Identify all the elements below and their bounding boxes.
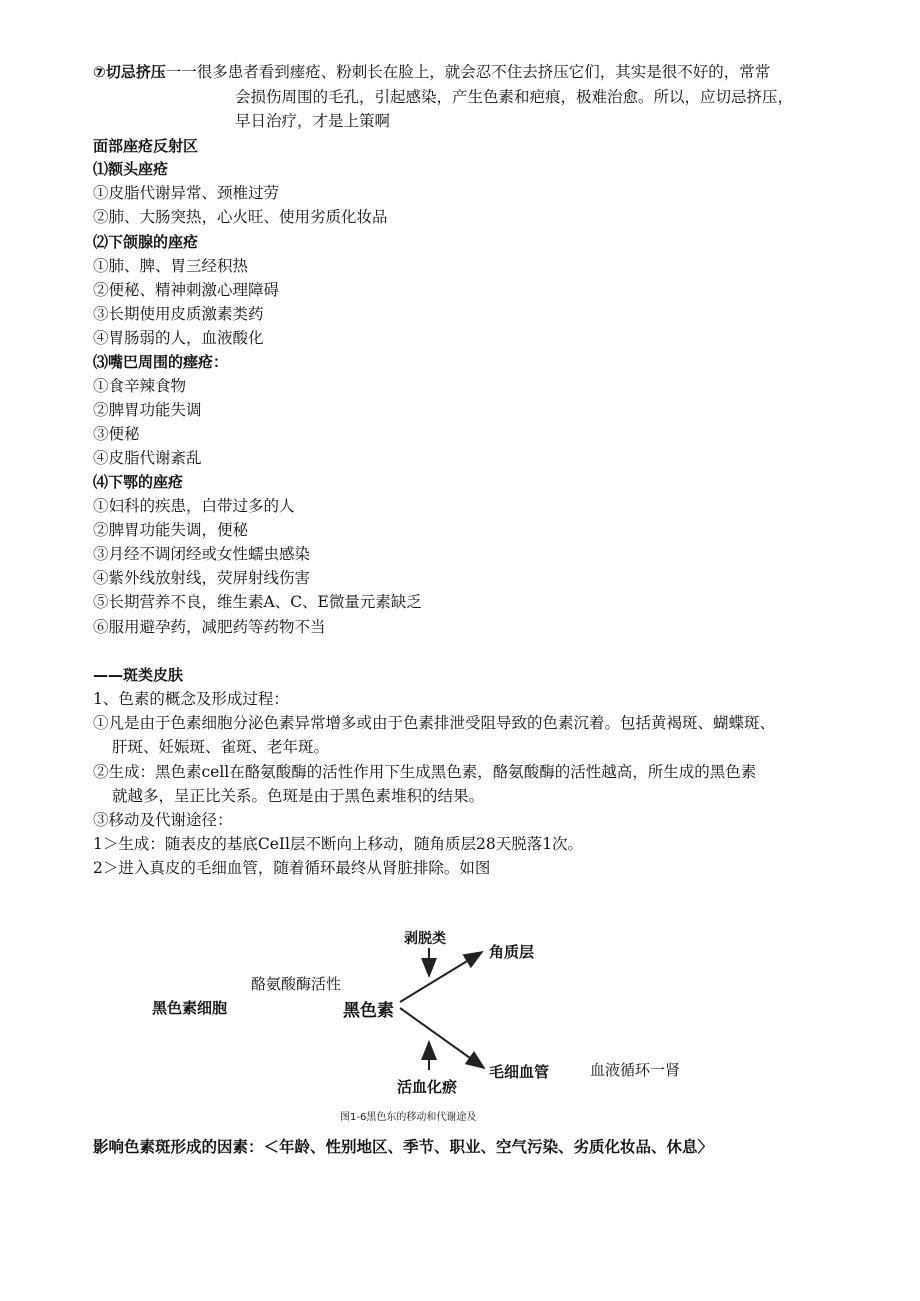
spots-sub1: 1、色素的概念及形成过程：	[93, 690, 289, 708]
jaw-gland-item-1: ①肺、脾、胃三经积热	[93, 257, 249, 275]
spots-p5: 2＞进入真皮的毛细血管，随着循环最终从肾脏排除。如图	[93, 859, 491, 877]
face-section-heading: 面部座疮反射区	[93, 137, 199, 155]
intro-line-2: 会损伤周围的毛孔，引起感染，产生色素和疤痕，极难治愈。所以，应切忌挤压，	[235, 88, 794, 106]
chin-item-4: ④紫外线放射线，荧屏射线伤害	[93, 569, 311, 587]
forehead-item-1: ①皮脂代谢异常、颈椎过劳	[93, 184, 280, 202]
chin-item-2: ②脾胃功能失调，便秘	[93, 521, 249, 539]
melanin-label: 黑色素	[343, 1001, 394, 1021]
mouth-item-4: ④皮脂代谢紊乱	[93, 449, 202, 467]
intro-title: ⑦切忌挤压	[93, 63, 166, 81]
chin-item-6: ⑥服用避孕药，减肥药等药物不当	[93, 618, 326, 636]
arrow-to-capillary	[400, 1008, 484, 1068]
forehead-title: ⑴额头座疮	[93, 160, 169, 178]
capillary-label: 毛细血管	[489, 1063, 550, 1081]
chin-item-3: ③月经不调闭经或女性蠕虫感染	[93, 545, 311, 563]
intro-text-1: 一一很多患者看到瘗疮、粉刺长在脸上，就会忍不住去挤压它们，其实是很不好的，常常	[165, 63, 771, 81]
spots-p3: ③移动及代谢途径：	[93, 811, 233, 829]
forehead-item-2: ②肺、大肠突热，心火旺、使用劣质化妆品	[93, 208, 388, 226]
mouth-item-2: ②脾胃功能失调	[93, 401, 202, 419]
diagram-caption: 图1-6黑色东的移动和代谢途及	[340, 1112, 477, 1123]
mouth-item-1: ①食辛辣食物	[93, 377, 187, 395]
chin-item-1: ①妇科的疾患，白带过多的人	[93, 497, 295, 515]
spots-p1-b: 肝斑、妊娠斑、雀斑、老年斑。	[112, 738, 330, 756]
intro-line-3: 早日治疗，才是上策啊	[235, 112, 391, 130]
melanocyte-label: 黑色素细胞	[152, 999, 228, 1017]
mouth-title: ⑶嘴巴周围的瘗疮：	[93, 353, 229, 371]
intro-line-1	[93, 61, 770, 83]
spots-p1-a: ①凡是由于色素细胞分泌色素异常增多或由于色素排泄受阻导致的色素沉着。包括黄褐斑、蝴蝶斑、	[93, 714, 776, 732]
spots-p2-a: ②生成：黑色素cell在酪氨酸酶的活性作用下生成黑色素，酪氨酸酶的活性越高，所生成的黑色素	[93, 763, 757, 781]
jaw-gland-title: ⑵下颌腺的座疮	[93, 233, 199, 251]
factors-line: 影响色素斑形成的因素：＜年龄、性别地区、季节、职业、空气污染、劣质化妆品、休息〉	[93, 1138, 714, 1156]
activate-blood-label: 活血化瘀	[397, 1078, 458, 1096]
stratum-corneum-label: 角质层	[489, 943, 535, 961]
mouth-item-3: ③便秘	[93, 425, 140, 443]
exfoliation-label: 剥脱类	[404, 931, 446, 947]
blood-circulation-label: 血液循环一肾	[590, 1061, 681, 1079]
jaw-gland-item-2: ②便秘、精神刺激心理障碍	[93, 281, 280, 299]
jaw-gland-item-3: ③长期使用皮质激素类药	[93, 305, 264, 323]
diagram-arrows	[0, 910, 920, 1130]
spots-section-heading: ——斑类皮肤	[93, 666, 184, 684]
chin-item-5: ⑤长期营养不良，维生素A、C、E微量元素缺乏	[93, 593, 422, 611]
melanin-pathway-diagram	[0, 910, 920, 1130]
enzyme-activity-label: 酪氨酸酶活性	[251, 975, 342, 993]
jaw-gland-item-4: ④胃肠弱的人，血液酸化	[93, 329, 264, 347]
chin-title: ⑷下鄂的座疮	[93, 473, 184, 491]
spots-p2-b: 就越多，呈正比关系。色斑是由于黑色素堆积的结果。	[112, 787, 485, 805]
arrow-to-stratum-corneum	[400, 952, 482, 1002]
spots-p4: 1＞生成：随表皮的基底CeIl层不断向上移动，随角质层28天脱落1次。	[93, 835, 584, 853]
